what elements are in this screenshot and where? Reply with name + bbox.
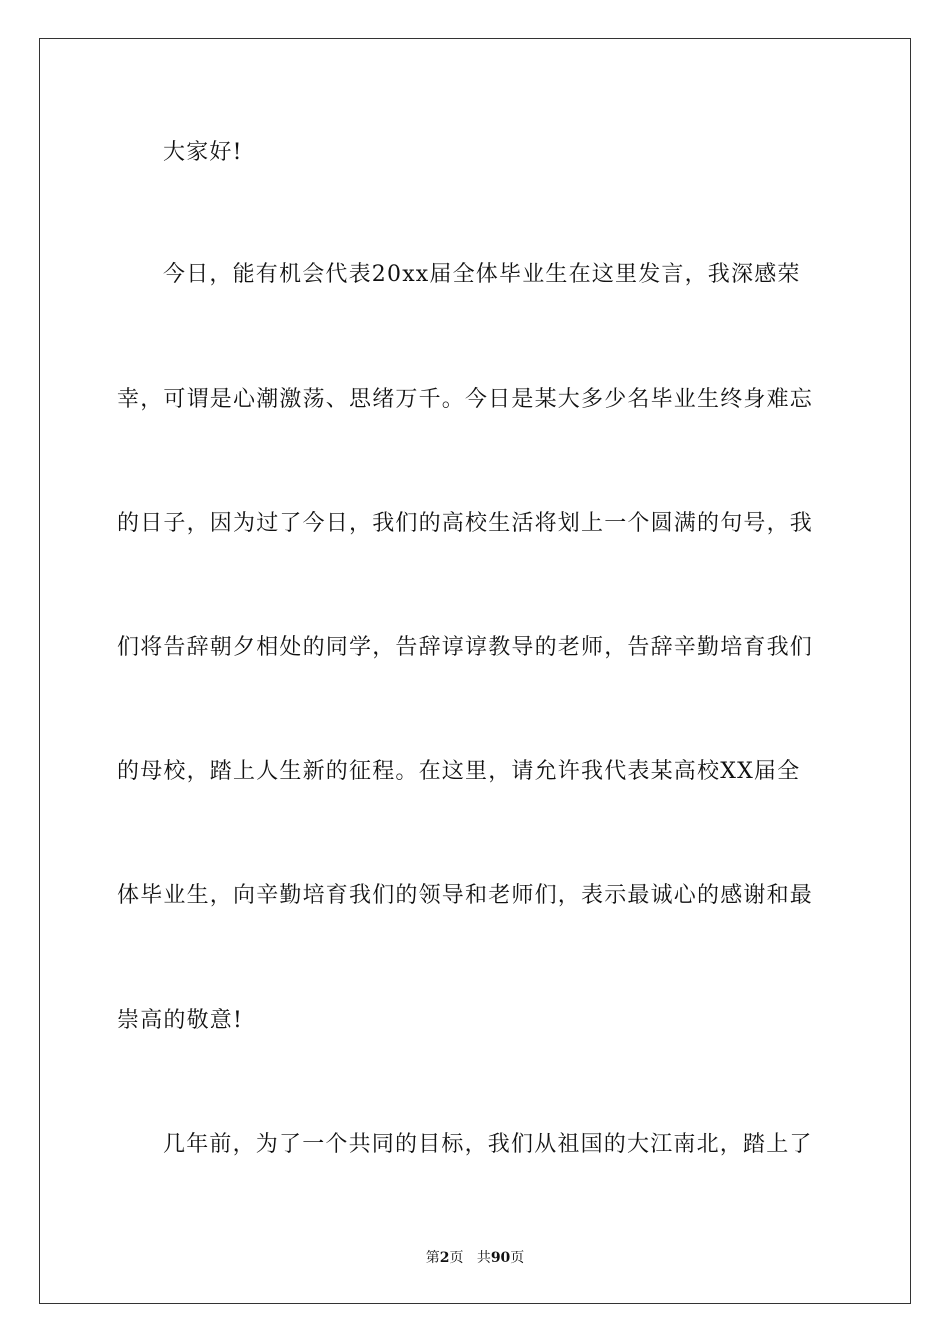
page-frame — [39, 38, 911, 1304]
paragraph-line: 体毕业生，向辛勤培育我们的领导和老师们，表示最诚心的感谢和最 — [117, 883, 814, 908]
greeting-line: 大家好! — [163, 140, 243, 165]
page-current: 2 — [439, 1250, 450, 1266]
page-prefix: 第 — [425, 1250, 440, 1266]
paragraph-line: 崇高的敬意! — [117, 1008, 244, 1033]
paragraph-line: 们将告辞朝夕相处的同学，告辞谆谆教导的老师，告辞辛勤培育我们 — [117, 635, 814, 660]
total-prefix: 共 — [476, 1250, 491, 1266]
page-total: 90 — [490, 1250, 511, 1266]
paragraph-line: 今日，能有机会代表20xx届全体毕业生在这里发言，我深感荣 — [163, 262, 801, 287]
paragraph-line: 幸，可谓是心潮激荡、思绪万千。今日是某大多少名毕业生终身难忘 — [117, 387, 814, 412]
total-suffix: 页 — [510, 1250, 525, 1266]
page-suffix: 页 — [449, 1250, 464, 1266]
paragraph-line: 的日子，因为过了今日，我们的高校生活将划上一个圆满的句号，我 — [117, 511, 814, 536]
page-footer — [0, 1249, 950, 1267]
paragraph-line: 的母校，踏上人生新的征程。在这里，请允许我代表某高校XX届全 — [117, 759, 801, 784]
paragraph-line: 几年前，为了一个共同的目标，我们从祖国的大江南北，踏上了 — [163, 1132, 813, 1157]
